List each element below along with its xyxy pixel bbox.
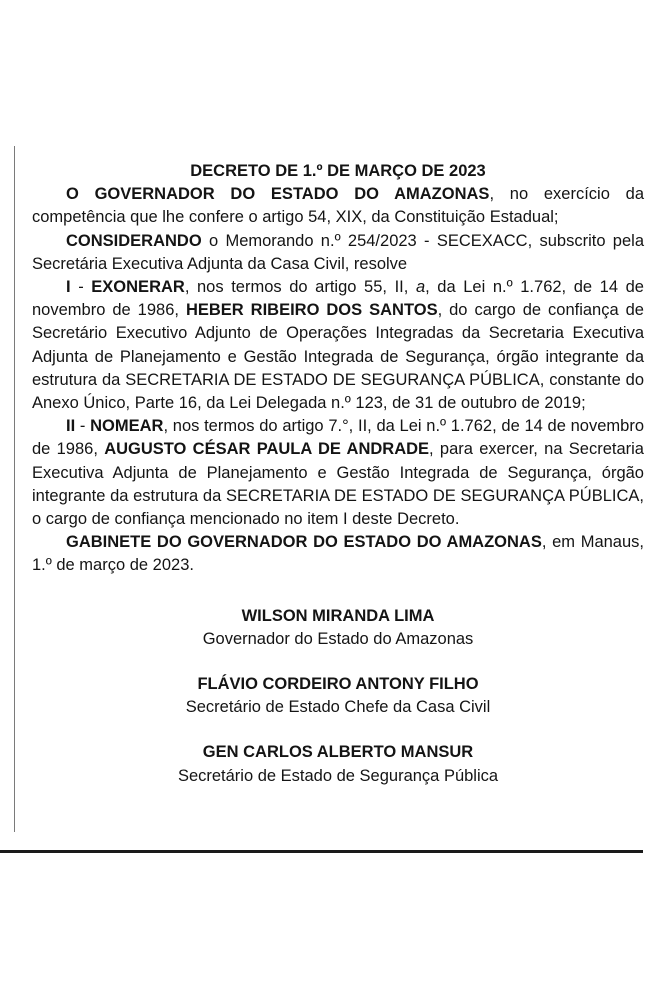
article-ii-dash: - [75, 417, 91, 436]
left-margin-rule [14, 146, 15, 832]
decree-title: DECRETO DE 1.º DE MARÇO DE 2023 [190, 162, 486, 180]
article-i-dash: - [70, 278, 92, 297]
closing-text: , em Manaus, 1.º de março de 2023. [32, 533, 644, 575]
decree-document [32, 160, 644, 788]
article-i-text-1: , nos termos do artigo 55, II, [184, 278, 416, 297]
article-i-text-3: , do cargo de confiança de Secretário Executivo Adjunto de Operações Integradas da Secretaria Executiva Adjunta de Planejamento e Gestão Integrada de Segurança, órgão integrante da estrutura da SECRETARIA DE ESTADO DE SEGURANÇA PÚBLICA, constante do Anexo Único, Parte 16, da Lei Delegada n.º 123, de 31 de outubro de 2019; [32, 301, 644, 413]
signatory-name: GEN CARLOS ALBERTO MANSUR [202, 743, 474, 762]
signatory-role: Secretário de Estado Chefe da Casa Civil [185, 698, 491, 717]
considerando-text: o Memorando n.º 254/2023 - SECEXACC, subscrito pela Secretária Executiva Adjunta da Casa Civil, resolve [32, 231, 644, 273]
bottom-separator-rule [0, 850, 643, 853]
article-i-number: I [66, 278, 71, 297]
considerando-paragraph [32, 230, 644, 276]
signature-block [32, 673, 644, 719]
preamble-lead: O GOVERNADOR DO ESTADO DO AMAZONAS [66, 185, 490, 204]
signature-block [32, 605, 644, 651]
closing-paragraph [32, 531, 644, 577]
signatory-name: WILSON MIRANDA LIMA [241, 606, 435, 625]
signatory-role: Governador do Estado do Amazonas [202, 629, 474, 648]
signatures [32, 605, 644, 788]
article-ii-verb: NOMEAR [90, 417, 164, 436]
preamble-text: , no exercício da competência que lhe confere o artigo 54, XIX, da Constituição Estadual; [32, 185, 645, 227]
considerando-lead: CONSIDERANDO [66, 231, 202, 250]
signatory-name: FLÁVIO CORDEIRO ANTONY FILHO [197, 675, 479, 694]
article-i-paragraph [32, 276, 644, 415]
closing-lead: GABINETE DO GOVERNADOR DO ESTADO DO AMAZONAS [66, 533, 542, 552]
article-ii-text-2: , para exercer, na Secretaria Executiva Adjunta de Planejamento e Gestão Integrada de Segurança, órgão integrante da estrutura da SECRETARIA DE ESTADO DE SEGURANÇA PÚBLICA, o cargo de confiança mencionado no item I deste Decreto. [32, 440, 644, 529]
article-ii-number: II [66, 417, 76, 436]
article-i-italic: a [415, 278, 426, 297]
article-ii-person-name: AUGUSTO CÉSAR PAULA DE ANDRADE [104, 440, 430, 459]
article-ii-paragraph [32, 415, 644, 531]
article-i-verb: EXONERAR [91, 278, 185, 297]
signatory-role: Secretário de Estado de Segurança Pública [177, 766, 499, 785]
article-i-text-2: , da Lei n.º 1.762, de 14 de novembro de 1986, [32, 278, 644, 320]
signature-block [32, 741, 644, 787]
preamble-paragraph [32, 183, 644, 229]
article-i-person-name: HEBER RIBEIRO DOS SANTOS [185, 301, 438, 320]
article-ii-text-1: , nos termos do artigo 7.°, II, da Lei n.º 1.762, de 14 de novembro de 1986, [32, 417, 644, 459]
